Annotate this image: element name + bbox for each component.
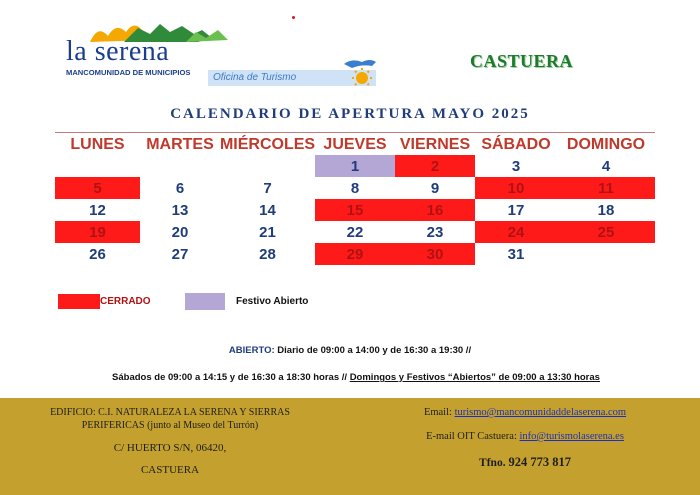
- closed-day-cell: 2: [395, 155, 475, 177]
- closed-day-cell: 25: [557, 221, 655, 243]
- contact-footer: [0, 398, 700, 495]
- email-oit-line: [375, 431, 675, 442]
- day-cell: [557, 243, 655, 265]
- day-cell: 9: [430, 179, 440, 197]
- address-line-1: EDIFICIO: C.I. NATURALEZA LA SERENA Y SIERRAS: [50, 407, 290, 418]
- phone-number[interactable]: 924 773 817: [508, 455, 571, 469]
- day-cell: 17: [507, 201, 525, 219]
- sunday-hours-text: Domingos y Festivos “Abiertos” de 09:00 a 13:30 horas: [349, 372, 600, 383]
- saturday-hours-text: Sábados de 09:00 a 14:15 y de 16:30 a 18:30 horas //: [112, 372, 348, 383]
- weekday-hours: [0, 345, 700, 356]
- closed-day-cell: 16: [395, 199, 475, 221]
- calendar-week-row: [55, 243, 655, 265]
- email-oit-link[interactable]: info@turismolaserena.es: [519, 431, 624, 442]
- weekday-header: MIÉRCOLES: [219, 136, 316, 153]
- day-cell: 8: [350, 179, 360, 197]
- phone-label: Tfno.: [479, 457, 506, 469]
- phone-line: [375, 455, 675, 470]
- day-cell: [55, 155, 140, 177]
- city: CASTUERA: [140, 464, 200, 476]
- day-cell: 4: [601, 157, 611, 175]
- day-cell: 22: [346, 223, 364, 241]
- email-link[interactable]: turismo@mancomunidaddelaserena.com: [454, 407, 627, 418]
- weekday-header-row: [55, 133, 655, 155]
- logo-title: la serena: [66, 36, 170, 67]
- email-label: Email:: [423, 407, 452, 418]
- calendar-week-row: [55, 199, 655, 221]
- closed-day-cell: 29: [315, 243, 395, 265]
- decorative-dot: [292, 16, 295, 19]
- festivo-day-cell: 1: [315, 155, 395, 177]
- abierto-label: ABIERTO:: [228, 345, 275, 356]
- closed-legend-label: CERRADO: [100, 296, 151, 307]
- day-cell: 13: [171, 201, 189, 219]
- closed-day-cell: 10: [475, 177, 557, 199]
- calendar-weeks: [55, 155, 655, 265]
- street-address: C/ HUERTO S/N, 06420,: [113, 442, 227, 454]
- email-line: [375, 407, 675, 418]
- closed-legend-swatch: [58, 294, 100, 309]
- day-cell: 21: [259, 223, 276, 241]
- day-cell: 6: [175, 179, 185, 197]
- day-cell: 28: [259, 245, 276, 263]
- day-cell: 23: [426, 223, 444, 241]
- festivo-legend-label: Festivo Abierto: [236, 296, 309, 307]
- festivo-legend-swatch: [185, 293, 225, 310]
- weekend-hours: [0, 372, 700, 383]
- calendar-week-row: [55, 155, 655, 177]
- weekday-hours-text: Diario de 09:00 a 14:00 y de 16:30 a 19:30 //: [277, 345, 472, 356]
- weekday-header: JUEVES: [323, 136, 387, 153]
- day-cell: 20: [171, 223, 189, 241]
- logo-subtitle: MANCOMUNIDAD DE MUNICIPIOS: [66, 68, 191, 77]
- calendar-title: CALENDARIO DE APERTURA MAYO 2025: [170, 106, 530, 122]
- email-oit-label: E-mail OIT Castuera:: [426, 431, 517, 442]
- weekday-header: SÁBADO: [481, 136, 551, 153]
- weekday-header: MARTES: [146, 136, 214, 153]
- closed-day-cell: 15: [315, 199, 395, 221]
- closed-day-cell: 11: [557, 177, 655, 199]
- day-cell: 3: [511, 157, 521, 175]
- weekday-header: LUNES: [70, 136, 125, 153]
- address-line-2: PERIFERICAS (junto al Museo del Turrón): [81, 420, 259, 431]
- day-cell: 14: [259, 201, 276, 219]
- day-cell: 12: [89, 201, 106, 219]
- weekday-header: DOMINGO: [566, 136, 646, 153]
- day-cell: 18: [597, 201, 615, 219]
- calendar-week-row: [55, 177, 655, 199]
- closed-day-cell: 24: [475, 221, 557, 243]
- closed-day-cell: 30: [395, 243, 475, 265]
- day-cell: 31: [507, 245, 525, 263]
- day-cell: 27: [171, 245, 189, 263]
- closed-day-cell: 19: [55, 221, 140, 243]
- sun-icon: [342, 56, 378, 90]
- closed-day-cell: 5: [55, 177, 140, 199]
- opening-calendar: [55, 132, 655, 265]
- weekday-header: VIERNES: [399, 136, 471, 153]
- logo-tourism-office: Oficina de Turismo: [213, 72, 297, 83]
- town-name: CASTUERA: [470, 51, 574, 71]
- mancomunidad-logo: [60, 18, 390, 88]
- day-cell: [140, 155, 220, 177]
- day-cell: 26: [89, 245, 106, 263]
- calendar-week-row: [55, 221, 655, 243]
- day-cell: 7: [263, 179, 272, 197]
- day-cell: [220, 155, 315, 177]
